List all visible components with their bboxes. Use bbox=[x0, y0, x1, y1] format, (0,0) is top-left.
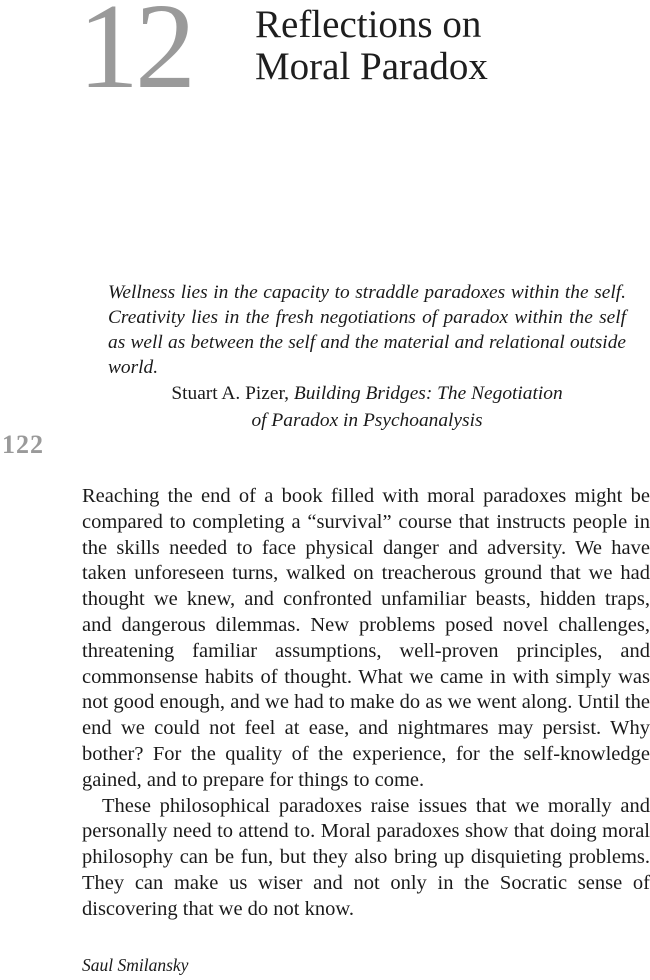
chapter-number: 12 bbox=[78, 0, 192, 114]
epigraph-text: Wellness lies in the capacity to straddle paradoxes within the self. Creativity lies in the fresh negotiations of paradox within the self as well as between the self and the material and relational outside world. bbox=[108, 282, 626, 378]
body-paragraph-2: These philosophical paradoxes raise issues that we morally and personally need to attend to. Moral paradoxes show that doing moral philosophy can be fun, but they also bring up disquieting problems. They can make us wiser and not only in the Socratic sense of discovering that we do not know. bbox=[82, 794, 650, 920]
epigraph-attribution bbox=[108, 380, 626, 434]
epigraph-author: Stuart A. Pizer, bbox=[171, 383, 294, 404]
page-number: 122 bbox=[2, 430, 44, 459]
chapter-title bbox=[255, 4, 488, 88]
body-text bbox=[82, 484, 650, 923]
epigraph-work-title-line-2: of Paradox in Psychoanalysis bbox=[251, 410, 483, 431]
body-paragraph-1: Reaching the end of a book filled with moral paradoxes might be compared to completing a “survival” course that instructs people in the skills needed to face physical danger and adversity. We have taken unforeseen turns, walked on treacherous ground that we had thought we knew, and confronted unfamiliar beasts, hidden traps, and dangerous dilemmas. New problems posed novel challenges, threatening familiar assumptions, well-proven principles, and commonsense habits of thought. What we came in with simply was not good enough, and we had to make do as we went along. Until the end we could not feel at ease, and nightmares may persist. Why bother? For the quality of the experience, for the self-knowledge gained, and to prepare for things to come. bbox=[82, 485, 650, 791]
epigraph bbox=[108, 280, 626, 434]
chapter-title-line-2: Moral Paradox bbox=[255, 45, 488, 88]
epigraph-work-title-line-1: Building Bridges: The Negotiation bbox=[293, 383, 563, 404]
chapter-title-line-1: Reflections on bbox=[255, 3, 482, 46]
running-footer-author: Saul Smilansky bbox=[82, 955, 189, 975]
